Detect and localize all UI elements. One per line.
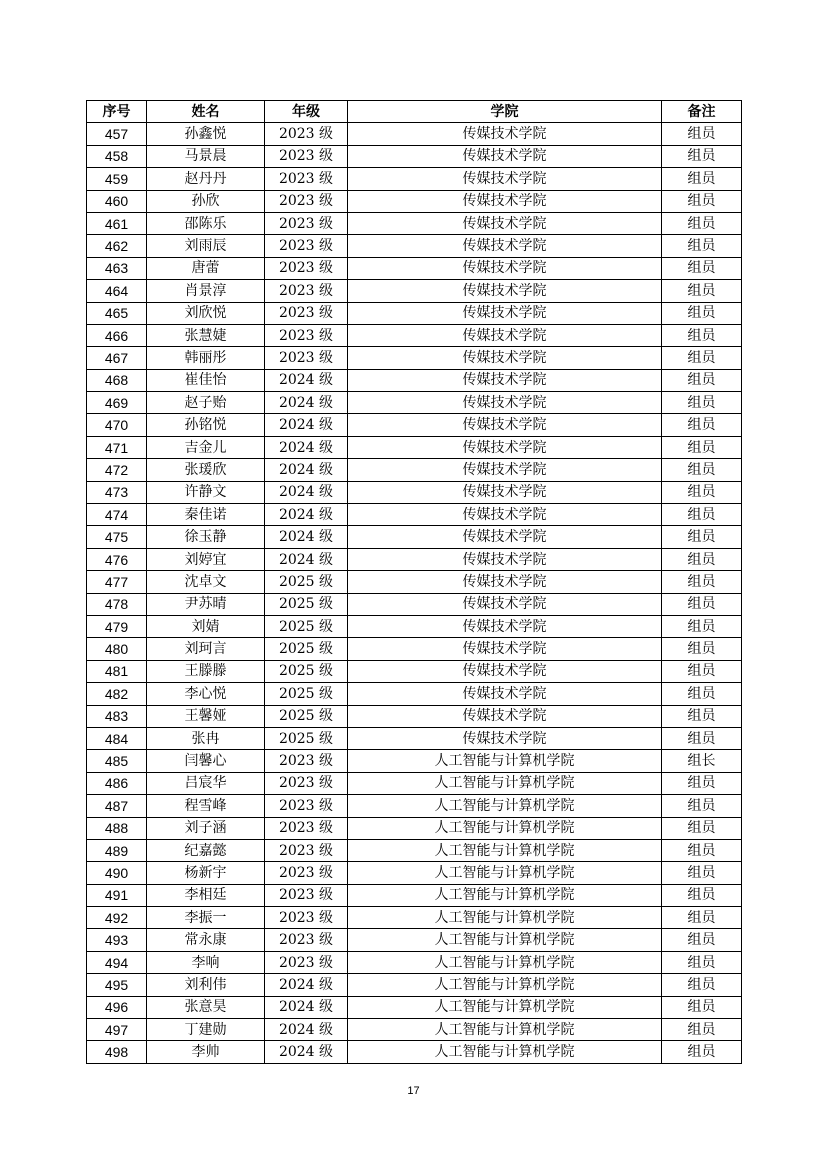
cell-college: 传媒技术学院	[348, 593, 662, 615]
cell-remark: 组员	[662, 839, 742, 861]
cell-college: 传媒技术学院	[348, 369, 662, 391]
cell-remark: 组员	[662, 571, 742, 593]
cell-name: 孙欣	[147, 190, 265, 212]
cell-index: 482	[87, 683, 147, 705]
cell-index: 487	[87, 795, 147, 817]
cell-name: 秦佳诺	[147, 504, 265, 526]
cell-index: 459	[87, 168, 147, 190]
cell-college: 传媒技术学院	[348, 660, 662, 682]
table-row	[87, 660, 742, 682]
cell-name: 孙铭悦	[147, 414, 265, 436]
table-row	[87, 1041, 742, 1063]
cell-index: 493	[87, 929, 147, 951]
table-row	[87, 145, 742, 167]
cell-name: 唐蕾	[147, 257, 265, 279]
cell-index: 461	[87, 212, 147, 234]
cell-remark: 组员	[662, 414, 742, 436]
cell-remark: 组员	[662, 683, 742, 705]
table-row	[87, 324, 742, 346]
cell-index: 480	[87, 638, 147, 660]
cell-grade: 2025 级	[265, 683, 348, 705]
cell-grade: 2023 级	[265, 951, 348, 973]
cell-grade: 2025 级	[265, 660, 348, 682]
cell-name: 刘婷宜	[147, 548, 265, 570]
cell-index: 457	[87, 123, 147, 145]
cell-grade: 2024 级	[265, 392, 348, 414]
cell-grade: 2023 级	[265, 257, 348, 279]
cell-grade: 2024 级	[265, 459, 348, 481]
cell-name: 刘欣悦	[147, 302, 265, 324]
cell-grade: 2025 级	[265, 727, 348, 749]
cell-college: 传媒技术学院	[348, 392, 662, 414]
cell-grade: 2023 级	[265, 839, 348, 861]
cell-index: 485	[87, 750, 147, 772]
cell-college: 人工智能与计算机学院	[348, 929, 662, 951]
cell-remark: 组员	[662, 280, 742, 302]
cell-index: 470	[87, 414, 147, 436]
cell-college: 人工智能与计算机学院	[348, 884, 662, 906]
cell-index: 458	[87, 145, 147, 167]
table-row	[87, 123, 742, 145]
cell-college: 传媒技术学院	[348, 571, 662, 593]
cell-grade: 2024 级	[265, 414, 348, 436]
cell-college: 传媒技术学院	[348, 615, 662, 637]
table-row	[87, 257, 742, 279]
cell-remark: 组员	[662, 593, 742, 615]
cell-index: 497	[87, 1019, 147, 1041]
cell-name: 沈卓文	[147, 571, 265, 593]
cell-college: 人工智能与计算机学院	[348, 1019, 662, 1041]
cell-name: 崔佳怡	[147, 369, 265, 391]
cell-name: 刘珂言	[147, 638, 265, 660]
cell-remark: 组员	[662, 190, 742, 212]
cell-index: 478	[87, 593, 147, 615]
cell-grade: 2023 级	[265, 145, 348, 167]
cell-index: 462	[87, 235, 147, 257]
cell-grade: 2023 级	[265, 795, 348, 817]
table-row	[87, 996, 742, 1018]
cell-college: 传媒技术学院	[348, 145, 662, 167]
table-row	[87, 683, 742, 705]
cell-name: 李响	[147, 951, 265, 973]
table-row	[87, 839, 742, 861]
cell-grade: 2023 级	[265, 907, 348, 929]
cell-index: 472	[87, 459, 147, 481]
table-row	[87, 459, 742, 481]
cell-remark: 组员	[662, 481, 742, 503]
cell-grade: 2025 级	[265, 638, 348, 660]
cell-grade: 2024 级	[265, 526, 348, 548]
cell-index: 484	[87, 727, 147, 749]
header-college: 学院	[348, 101, 662, 123]
cell-name: 丁建勋	[147, 1019, 265, 1041]
cell-index: 490	[87, 862, 147, 884]
table-row	[87, 593, 742, 615]
cell-remark: 组员	[662, 302, 742, 324]
cell-college: 传媒技术学院	[348, 727, 662, 749]
cell-index: 471	[87, 436, 147, 458]
cell-remark: 组员	[662, 772, 742, 794]
table-row	[87, 772, 742, 794]
table-row	[87, 974, 742, 996]
cell-grade: 2024 级	[265, 974, 348, 996]
cell-grade: 2023 级	[265, 750, 348, 772]
cell-remark: 组员	[662, 324, 742, 346]
cell-remark: 组员	[662, 145, 742, 167]
cell-name: 肖景淳	[147, 280, 265, 302]
cell-remark: 组员	[662, 436, 742, 458]
cell-college: 传媒技术学院	[348, 705, 662, 727]
cell-grade: 2023 级	[265, 302, 348, 324]
cell-college: 传媒技术学院	[348, 257, 662, 279]
table-row	[87, 571, 742, 593]
cell-remark: 组员	[662, 862, 742, 884]
cell-remark: 组员	[662, 504, 742, 526]
header-grade: 年级	[265, 101, 348, 123]
cell-index: 474	[87, 504, 147, 526]
cell-index: 467	[87, 347, 147, 369]
cell-college: 传媒技术学院	[348, 504, 662, 526]
cell-name: 赵丹丹	[147, 168, 265, 190]
cell-remark: 组员	[662, 974, 742, 996]
cell-remark: 组长	[662, 750, 742, 772]
cell-name: 王馨娅	[147, 705, 265, 727]
cell-remark: 组员	[662, 257, 742, 279]
cell-college: 人工智能与计算机学院	[348, 862, 662, 884]
cell-name: 李振一	[147, 907, 265, 929]
cell-index: 481	[87, 660, 147, 682]
cell-grade: 2024 级	[265, 548, 348, 570]
table-row	[87, 526, 742, 548]
cell-grade: 2024 级	[265, 481, 348, 503]
cell-remark: 组员	[662, 212, 742, 234]
cell-grade: 2024 级	[265, 996, 348, 1018]
cell-remark: 组员	[662, 548, 742, 570]
cell-name: 张意昊	[147, 996, 265, 1018]
roster-body	[87, 123, 742, 1063]
cell-grade: 2024 级	[265, 369, 348, 391]
cell-grade: 2023 级	[265, 862, 348, 884]
cell-college: 传媒技术学院	[348, 123, 662, 145]
table-header-row	[87, 101, 742, 123]
cell-college: 传媒技术学院	[348, 212, 662, 234]
cell-grade: 2023 级	[265, 123, 348, 145]
cell-name: 徐玉静	[147, 526, 265, 548]
cell-name: 李相廷	[147, 884, 265, 906]
cell-grade: 2024 级	[265, 1019, 348, 1041]
cell-index: 464	[87, 280, 147, 302]
cell-remark: 组员	[662, 705, 742, 727]
cell-grade: 2025 级	[265, 593, 348, 615]
cell-remark: 组员	[662, 951, 742, 973]
cell-grade: 2023 级	[265, 817, 348, 839]
table-row	[87, 727, 742, 749]
cell-college: 人工智能与计算机学院	[348, 996, 662, 1018]
cell-grade: 2023 级	[265, 884, 348, 906]
cell-index: 460	[87, 190, 147, 212]
cell-index: 483	[87, 705, 147, 727]
cell-remark: 组员	[662, 660, 742, 682]
cell-remark: 组员	[662, 526, 742, 548]
table-row	[87, 548, 742, 570]
cell-college: 传媒技术学院	[348, 324, 662, 346]
cell-remark: 组员	[662, 817, 742, 839]
cell-name: 张慧婕	[147, 324, 265, 346]
cell-college: 传媒技术学院	[348, 459, 662, 481]
cell-index: 488	[87, 817, 147, 839]
roster-table	[86, 100, 742, 1064]
table-row	[87, 951, 742, 973]
cell-index: 473	[87, 481, 147, 503]
cell-name: 刘雨辰	[147, 235, 265, 257]
cell-name: 常永康	[147, 929, 265, 951]
cell-college: 人工智能与计算机学院	[348, 839, 662, 861]
cell-remark: 组员	[662, 459, 742, 481]
cell-college: 传媒技术学院	[348, 481, 662, 503]
cell-college: 传媒技术学院	[348, 683, 662, 705]
cell-name: 刘子涵	[147, 817, 265, 839]
table-row	[87, 369, 742, 391]
cell-college: 传媒技术学院	[348, 436, 662, 458]
cell-remark: 组员	[662, 347, 742, 369]
cell-name: 李帅	[147, 1041, 265, 1063]
table-row	[87, 705, 742, 727]
table-row	[87, 884, 742, 906]
cell-name: 吉金儿	[147, 436, 265, 458]
table-row	[87, 481, 742, 503]
cell-college: 传媒技术学院	[348, 347, 662, 369]
cell-grade: 2023 级	[265, 772, 348, 794]
table-row	[87, 907, 742, 929]
cell-index: 495	[87, 974, 147, 996]
cell-college: 传媒技术学院	[348, 235, 662, 257]
cell-name: 纪嘉懿	[147, 839, 265, 861]
cell-grade: 2024 级	[265, 1041, 348, 1063]
cell-remark: 组员	[662, 392, 742, 414]
cell-remark: 组员	[662, 907, 742, 929]
cell-name: 程雪峰	[147, 795, 265, 817]
header-remark: 备注	[662, 101, 742, 123]
cell-remark: 组员	[662, 727, 742, 749]
cell-grade: 2024 级	[265, 436, 348, 458]
cell-grade: 2023 级	[265, 324, 348, 346]
table-row	[87, 862, 742, 884]
cell-index: 476	[87, 548, 147, 570]
cell-college: 人工智能与计算机学院	[348, 750, 662, 772]
cell-grade: 2023 级	[265, 212, 348, 234]
cell-grade: 2023 级	[265, 929, 348, 951]
cell-college: 人工智能与计算机学院	[348, 951, 662, 973]
cell-college: 传媒技术学院	[348, 548, 662, 570]
cell-index: 479	[87, 615, 147, 637]
cell-remark: 组员	[662, 996, 742, 1018]
cell-remark: 组员	[662, 123, 742, 145]
cell-college: 传媒技术学院	[348, 414, 662, 436]
table-row	[87, 302, 742, 324]
table-row	[87, 1019, 742, 1041]
cell-remark: 组员	[662, 235, 742, 257]
cell-index: 475	[87, 526, 147, 548]
cell-remark: 组员	[662, 795, 742, 817]
cell-college: 传媒技术学院	[348, 638, 662, 660]
table-row	[87, 392, 742, 414]
table-row	[87, 750, 742, 772]
cell-index: 463	[87, 257, 147, 279]
table-row	[87, 212, 742, 234]
header-name: 姓名	[147, 101, 265, 123]
table-row	[87, 190, 742, 212]
cell-name: 杨新宇	[147, 862, 265, 884]
cell-index: 496	[87, 996, 147, 1018]
cell-remark: 组员	[662, 1041, 742, 1063]
cell-remark: 组员	[662, 615, 742, 637]
cell-name: 许静文	[147, 481, 265, 503]
cell-remark: 组员	[662, 929, 742, 951]
table-row	[87, 347, 742, 369]
cell-name: 闫馨心	[147, 750, 265, 772]
cell-name: 张冉	[147, 727, 265, 749]
table-row	[87, 817, 742, 839]
cell-name: 吕宸华	[147, 772, 265, 794]
cell-remark: 组员	[662, 638, 742, 660]
cell-name: 尹苏晴	[147, 593, 265, 615]
cell-college: 传媒技术学院	[348, 168, 662, 190]
cell-college: 人工智能与计算机学院	[348, 817, 662, 839]
cell-grade: 2025 级	[265, 705, 348, 727]
table-row	[87, 504, 742, 526]
cell-college: 传媒技术学院	[348, 526, 662, 548]
table-row	[87, 615, 742, 637]
page-number: 17	[407, 1085, 420, 1097]
cell-index: 477	[87, 571, 147, 593]
table-row	[87, 436, 742, 458]
table-row	[87, 929, 742, 951]
cell-grade: 2024 级	[265, 504, 348, 526]
cell-college: 人工智能与计算机学院	[348, 795, 662, 817]
table-row	[87, 235, 742, 257]
table-row	[87, 795, 742, 817]
cell-grade: 2023 级	[265, 280, 348, 302]
cell-name: 赵子贻	[147, 392, 265, 414]
cell-name: 张瑗欣	[147, 459, 265, 481]
cell-name: 刘婧	[147, 615, 265, 637]
cell-grade: 2025 级	[265, 615, 348, 637]
header-index: 序号	[87, 101, 147, 123]
cell-name: 孙鑫悦	[147, 123, 265, 145]
cell-name: 刘利伟	[147, 974, 265, 996]
cell-college: 传媒技术学院	[348, 302, 662, 324]
cell-index: 489	[87, 839, 147, 861]
cell-grade: 2023 级	[265, 190, 348, 212]
cell-index: 486	[87, 772, 147, 794]
cell-college: 传媒技术学院	[348, 190, 662, 212]
cell-index: 491	[87, 884, 147, 906]
cell-grade: 2023 级	[265, 235, 348, 257]
cell-grade: 2025 级	[265, 571, 348, 593]
table-row	[87, 168, 742, 190]
cell-name: 李心悦	[147, 683, 265, 705]
cell-grade: 2023 级	[265, 347, 348, 369]
cell-index: 492	[87, 907, 147, 929]
cell-remark: 组员	[662, 369, 742, 391]
cell-index: 498	[87, 1041, 147, 1063]
cell-grade: 2023 级	[265, 168, 348, 190]
cell-name: 王滕滕	[147, 660, 265, 682]
cell-index: 494	[87, 951, 147, 973]
cell-remark: 组员	[662, 168, 742, 190]
cell-remark: 组员	[662, 1019, 742, 1041]
cell-index: 469	[87, 392, 147, 414]
cell-index: 465	[87, 302, 147, 324]
table-row	[87, 638, 742, 660]
cell-college: 人工智能与计算机学院	[348, 1041, 662, 1063]
cell-index: 466	[87, 324, 147, 346]
cell-college: 人工智能与计算机学院	[348, 974, 662, 996]
cell-remark: 组员	[662, 884, 742, 906]
table-row	[87, 280, 742, 302]
cell-college: 人工智能与计算机学院	[348, 772, 662, 794]
cell-college: 人工智能与计算机学院	[348, 907, 662, 929]
table-row	[87, 414, 742, 436]
cell-name: 韩丽彤	[147, 347, 265, 369]
cell-index: 468	[87, 369, 147, 391]
cell-name: 邵陈乐	[147, 212, 265, 234]
cell-college: 传媒技术学院	[348, 280, 662, 302]
cell-name: 马景晨	[147, 145, 265, 167]
